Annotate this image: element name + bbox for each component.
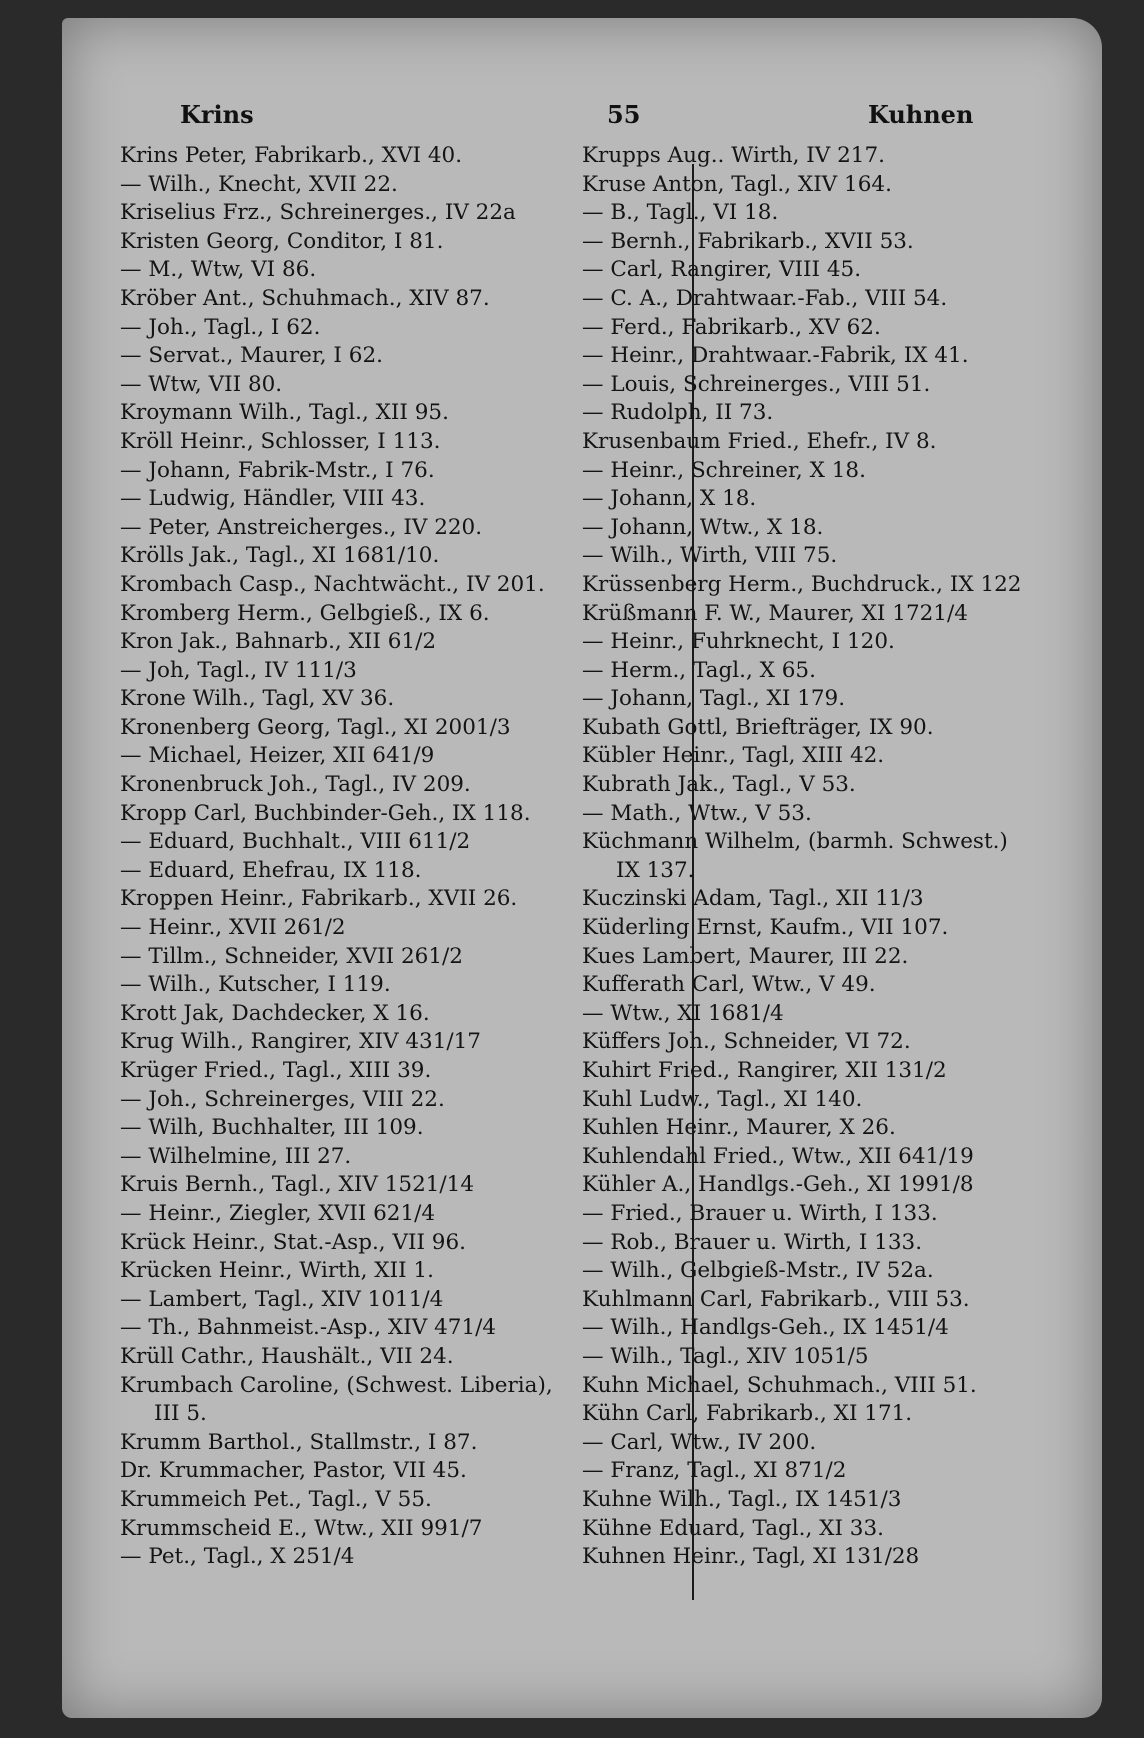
left-column: [120, 142, 630, 1572]
directory-entry: Kuhn Michael, Schuhmach., VIII 51.: [582, 1372, 977, 1398]
directory-entry: — Franz, Tagl., XI 871/2: [582, 1458, 847, 1484]
directory-entry: — Wilh, Buchhalter, III 109.: [120, 1115, 424, 1141]
directory-entry: Kuhlendahl Fried., Wtw., XII 641/19: [582, 1143, 974, 1169]
directory-entry: — C. A., Drahtwaar.-Fab., VIII 54.: [582, 285, 948, 311]
directory-entry: — Th., Bahnmeist.-Asp., XIV 471/4: [120, 1315, 497, 1341]
directory-entry: — Servat., Maurer, I 62.: [120, 343, 383, 369]
directory-entry: Kühn Carl, Fabrikarb., XI 171.: [582, 1401, 913, 1427]
directory-entry: Krone Wilh., Tagl, XV 36.: [120, 686, 395, 712]
directory-entry: Kuhnen Heinr., Tagl, XI 131/28: [582, 1544, 920, 1570]
directory-entry: Küffers Joh., Schneider, VI 72.: [582, 1029, 911, 1055]
directory-entry: — Joh., Schreinerges, VIII 22.: [120, 1086, 445, 1112]
directory-entry: — Wilh., Gelbgieß-Mstr., IV 52a.: [582, 1258, 934, 1284]
directory-entry: Krins Peter, Fabrikarb., XVI 40.: [120, 143, 463, 168]
directory-entry: Krupps Aug.. Wirth, IV 217.: [582, 143, 885, 168]
directory-entry: — Tillm., Schneider, XVII 261/2: [120, 943, 463, 969]
directory-entry: — Johann, Wtw., X 18.: [582, 514, 824, 540]
directory-entry: Krüll Cathr., Haushält., VII 24.: [120, 1343, 454, 1369]
directory-entry: — Johann, Tagl., XI 179.: [582, 686, 846, 712]
directory-entry: — M., Wtw, VI 86.: [120, 257, 317, 283]
directory-entry: Kroymann Wilh., Tagl., XII 95.: [120, 400, 449, 426]
directory-entry: Kröber Ant., Schuhmach., XIV 87.: [120, 285, 490, 311]
directory-entry: — B., Tagl., VI 18.: [582, 200, 779, 226]
directory-entry: Küderling Ernst, Kaufm., VII 107.: [582, 915, 949, 941]
directory-entry: Kubrath Jak., Tagl., V 53.: [582, 772, 856, 798]
directory-entry: — Joh, Tagl., IV 111/3: [120, 657, 357, 683]
directory-entry: Krumbach Caroline, (Schwest. Liberia),: [120, 1372, 553, 1398]
header-right-word: Kuhnen: [868, 100, 974, 129]
header-left-word: Krins: [180, 100, 254, 129]
directory-entry: — Fried., Brauer u. Wirth, I 133.: [582, 1200, 938, 1226]
directory-entry: Krummeich Pet., Tagl., V 55.: [120, 1486, 432, 1512]
directory-entry: — Wtw., XI 1681/4: [582, 1000, 784, 1026]
directory-entry: Kuhlen Heinr., Maurer, X 26.: [582, 1115, 896, 1141]
directory-entry: — Wilhelmine, III 27.: [120, 1143, 352, 1169]
directory-entry: Krüssenberg Herm., Buchdruck., IX 122: [582, 571, 1022, 597]
directory-entry: Krumm Barthol., Stallmstr., I 87.: [120, 1429, 478, 1455]
directory-entry: Kristen Georg, Conditor, I 81.: [120, 228, 444, 254]
directory-entry: Kuhne Wilh., Tagl., IX 1451/3: [582, 1486, 902, 1512]
directory-entry: — Pet., Tagl., X 251/4: [120, 1544, 355, 1570]
directory-entry: Kühler A., Handlgs.-Geh., XI 1991/8: [582, 1172, 974, 1198]
directory-entry: — Michael, Heizer, XII 641/9: [120, 743, 435, 769]
directory-entry: Kriselius Frz., Schreinerges., IV 22a: [120, 200, 516, 226]
directory-entry: Küchmann Wilhelm, (barmh. Schwest.): [582, 829, 1008, 855]
directory-entry: Kron Jak., Bahnarb., XII 61/2: [120, 629, 437, 655]
directory-entry: Krüßmann F. W., Maurer, XI 1721/4: [582, 600, 968, 626]
directory-entry: Kromberg Herm., Gelbgieß., IX 6.: [120, 600, 490, 626]
directory-entry: Kruis Bernh., Tagl., XIV 1521/14: [120, 1172, 475, 1198]
directory-entry: — Eduard, Ehefrau, IX 118.: [120, 857, 422, 883]
directory-entry: — Louis, Schreinerges., VIII 51.: [582, 371, 931, 397]
directory-entry: — Rudolph, II 73.: [582, 400, 774, 426]
directory-entry: — Wilh., Kutscher, I 119.: [120, 972, 391, 998]
directory-entry: Kühne Eduard, Tagl., XI 33.: [582, 1515, 884, 1541]
directory-entry: — Joh., Tagl., I 62.: [120, 314, 321, 340]
directory-entry: Kues Lambert, Maurer, III 22.: [582, 943, 909, 969]
directory-entry: Krusenbaum Fried., Ehefr., IV 8.: [582, 428, 937, 454]
directory-entry: — Wilh., Handlgs-Geh., IX 1451/4: [582, 1315, 949, 1341]
directory-entry: Kuczinski Adam, Tagl., XII 11/3: [582, 886, 924, 912]
directory-entry: Kuhirt Fried., Rangirer, XII 131/2: [582, 1058, 947, 1083]
directory-entry: — Heinr., Ziegler, XVII 621/4: [120, 1200, 436, 1226]
directory-entry: — Eduard, Buchhalt., VIII 611/2: [120, 829, 471, 855]
directory-entry: Krott Jak, Dachdecker, X 16.: [120, 1000, 430, 1026]
directory-entry: Kufferath Carl, Wtw., V 49.: [582, 972, 876, 998]
directory-entry: — Heinr., Fuhrknecht, I 120.: [582, 629, 895, 655]
directory-entry: Kroppen Heinr., Fabrikarb., XVII 26.: [120, 886, 518, 912]
directory-entry: Kruse Anton, Tagl., XIV 164.: [582, 171, 892, 197]
directory-entry: — Math., Wtw., V 53.: [582, 800, 812, 826]
directory-entry: — Herm., Tagl., X 65.: [582, 657, 816, 683]
directory-entry: Kübler Heinr., Tagl, XIII 42.: [582, 743, 885, 769]
directory-entry: Kuhl Ludw., Tagl., XI 140.: [582, 1086, 863, 1112]
directory-entry: — Wilh., Tagl., XIV 1051/5: [582, 1343, 869, 1369]
directory-entry: — Lambert, Tagl., XIV 1011/4: [120, 1286, 444, 1312]
right-column: [582, 142, 1082, 1572]
directory-entry: Kuhlmann Carl, Fabrikarb., VIII 53.: [582, 1286, 970, 1312]
directory-entry: Kubath Gottl, Briefträger, IX 90.: [582, 714, 934, 740]
directory-entry: Krug Wilh., Rangirer, XIV 431/17: [120, 1029, 481, 1055]
directory-entry: — Bernh., Fabrikarb., XVII 53.: [582, 228, 914, 254]
directory-entry: — Heinr., Schreiner, X 18.: [582, 457, 866, 483]
directory-entry: — Wilh., Wirth, VIII 75.: [582, 543, 838, 569]
directory-entry: Krombach Casp., Nachtwächt., IV 201.: [120, 571, 545, 597]
directory-entry: — Heinr., XVII 261/2: [120, 915, 346, 941]
directory-entry: — Carl, Rangirer, VIII 45.: [582, 257, 862, 283]
directory-entry: — Ferd., Fabrikarb., XV 62.: [582, 314, 881, 340]
directory-entry: — Wtw, VII 80.: [120, 371, 283, 397]
directory-entry: IX 137.: [616, 857, 695, 883]
directory-entry: Krölls Jak., Tagl., XI 1681/10.: [120, 543, 440, 569]
directory-entry: Krummscheid E., Wtw., XII 991/7: [120, 1515, 483, 1541]
directory-entry: Krücken Heinr., Wirth, XII 1.: [120, 1258, 434, 1284]
directory-entry: — Ludwig, Händler, VIII 43.: [120, 486, 426, 512]
directory-entry: Kronenberg Georg, Tagl., XI 2001/3: [120, 714, 511, 740]
directory-entry: — Carl, Wtw., IV 200.: [582, 1429, 817, 1455]
directory-entry: — Wilh., Knecht, XVII 22.: [120, 171, 398, 197]
directory-entry: — Johann, Fabrik-Mstr., I 76.: [120, 457, 435, 483]
directory-entry: Krück Heinr., Stat.-Asp., VII 96.: [120, 1229, 466, 1255]
directory-entry: Krüger Fried., Tagl., XIII 39.: [120, 1058, 432, 1083]
page-number: 55: [607, 100, 641, 129]
directory-entry: III 5.: [154, 1401, 207, 1427]
directory-entry: Kröll Heinr., Schlosser, I 113.: [120, 428, 441, 454]
directory-entry: — Johann, X 18.: [582, 486, 757, 512]
directory-entry: Kronenbruck Joh., Tagl., IV 209.: [120, 772, 471, 798]
directory-entry: — Rob., Brauer u. Wirth, I 133.: [582, 1229, 923, 1255]
directory-entry: Kropp Carl, Buchbinder-Geh., IX 118.: [120, 800, 531, 826]
directory-entry: Dr. Krummacher, Pastor, VII 45.: [120, 1458, 467, 1484]
directory-entry: — Peter, Anstreicherges., IV 220.: [120, 514, 483, 540]
page-header: [62, 100, 1102, 130]
directory-entry: — Heinr., Drahtwaar.-Fabrik, IX 41.: [582, 343, 969, 369]
